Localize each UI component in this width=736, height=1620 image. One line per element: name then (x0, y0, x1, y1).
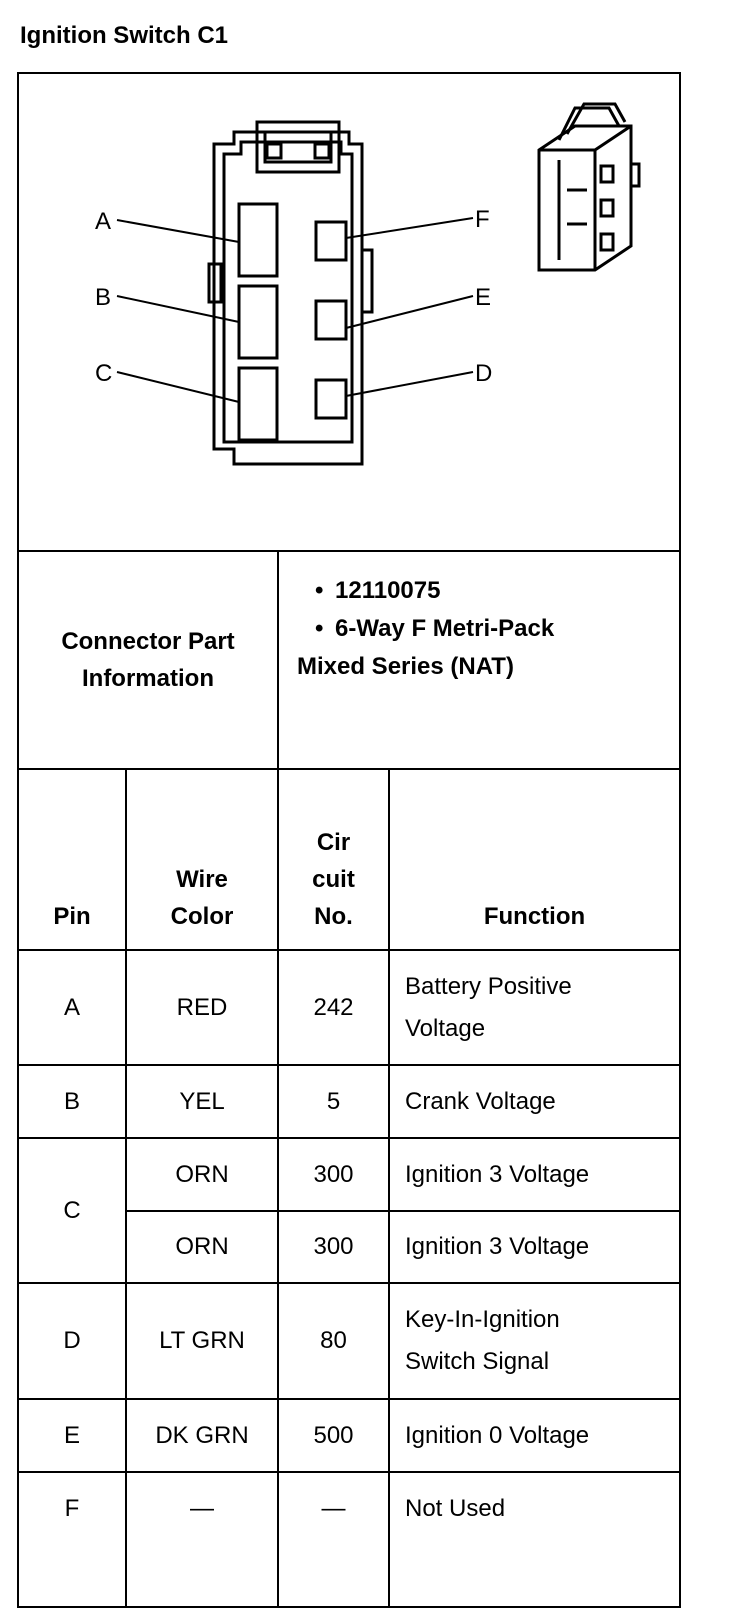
table-row-pin: F (64, 1495, 80, 1522)
table-row-color: — (190, 1495, 214, 1522)
header-circuit-line3: No. (314, 903, 353, 930)
table-row-function: Ignition 3 Voltage (405, 1233, 590, 1260)
table-row-function: Not Used (405, 1495, 506, 1522)
pin-label-e: E (475, 284, 492, 311)
table-row-function: Ignition 0 Voltage (405, 1421, 590, 1449)
table-row-color: DK GRN (155, 1421, 249, 1449)
connector-body-outline (214, 132, 362, 464)
table-row-circuit: 242 (313, 993, 354, 1021)
table-row-function: Ignition 3 Voltage (405, 1160, 590, 1188)
connector-info-values (297, 572, 554, 686)
cavity-c (239, 368, 277, 440)
header-pin: Pin (53, 903, 91, 930)
pin-label-f: F (475, 206, 490, 233)
connector-diagram (19, 74, 679, 552)
header-function: Function (483, 903, 586, 930)
header-circuit-line2: cuit (312, 866, 355, 893)
table-row-color: RED (176, 993, 228, 1021)
cavity-d (316, 380, 346, 418)
cavity-f (316, 222, 346, 260)
header-circuit-line1: Cir (316, 829, 351, 856)
connector-table-frame (17, 72, 681, 1608)
table-row-pin: C (63, 1196, 81, 1224)
table-row-function-line2: Switch Signal (405, 1348, 550, 1375)
table-row-circuit: 80 (320, 1327, 347, 1354)
header-wire-color-line1: Wire (176, 866, 228, 893)
connector-body-inner (224, 142, 352, 442)
table-row-circuit: 300 (313, 1160, 354, 1188)
table-row-circuit: — (321, 1495, 346, 1522)
bullet-icon: • (315, 615, 324, 642)
table-row-circuit: 500 (313, 1421, 354, 1449)
connector-description-line2: Mixed Series (NAT) (297, 653, 514, 680)
header-wire-color-line2: Color (170, 903, 234, 930)
table-row-pin: D (63, 1327, 81, 1354)
table-row-circuit: 5 (326, 1087, 341, 1115)
table-row-pin: B (63, 1087, 80, 1115)
table-row-pin: A (63, 993, 80, 1021)
connector-description-line1: 6-Way F Metri-Pack (335, 615, 555, 642)
table-row-pin: E (63, 1421, 80, 1449)
connector-info-label-line1: Connector Part (61, 628, 235, 655)
page-title: Ignition Switch C1 (20, 22, 228, 49)
pin-label-c: C (95, 360, 113, 387)
connector-info-label-line2: Information (81, 665, 214, 692)
connector-isometric-view (539, 104, 639, 270)
table-row-color: ORN (175, 1233, 229, 1260)
cavity-e (316, 301, 346, 339)
pin-label-a: A (95, 208, 112, 235)
table-row-circuit: 300 (313, 1233, 354, 1260)
pin-label-b: B (95, 284, 112, 311)
bullet-icon: • (315, 577, 324, 604)
cavity-a (239, 204, 277, 276)
table-row-color: ORN (175, 1160, 229, 1188)
table-row-color: YEL (179, 1087, 225, 1115)
connector-latch (257, 122, 339, 172)
table-row-function-line1: Battery Positive (405, 972, 572, 1000)
connector-info-label-cell (19, 552, 277, 768)
pin-label-d: D (475, 360, 493, 387)
table-row-function-line2: Voltage (405, 1014, 486, 1042)
table-row-color: LT GRN (159, 1327, 245, 1354)
connector-part-number: 12110075 (335, 577, 441, 604)
cavity-b (239, 286, 277, 358)
table-row-function-line1: Key-In-Ignition (405, 1306, 560, 1333)
table-row-function: Crank Voltage (405, 1087, 556, 1115)
